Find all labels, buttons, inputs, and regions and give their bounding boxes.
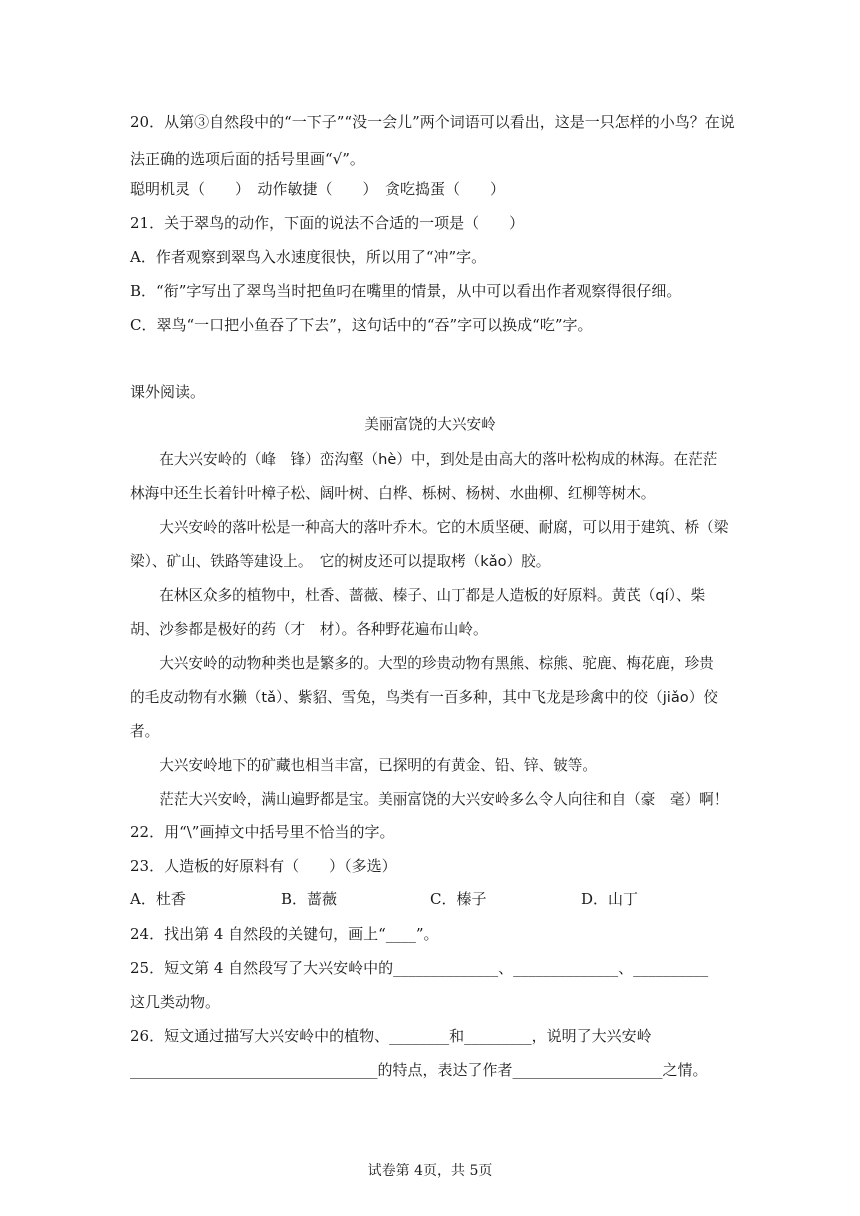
question-20-line2: 法正确的选项后面的括号里画“√”。 xyxy=(130,150,365,168)
passage-line: 在林区众多的植物中，杜香、蔷薇、榛子、山丁都是人造板的好原料。黄芪（qí）、柴 xyxy=(130,587,706,604)
passage-line: 茫茫大兴安岭，满山遍野都是宝。美丽富饶的大兴安岭多么令人向往和自（豪 毫）啊！ xyxy=(130,791,729,808)
passage-line: 大兴安岭地下的矿藏也相当丰富，已探明的有黄金、铅、锌、铍等。 xyxy=(130,757,598,774)
question-25-line2: 这几类动物。 xyxy=(130,993,221,1011)
question-23-option-c: C．榛子 xyxy=(430,890,487,908)
question-21-option-a: A．作者观察到翠鸟入水速度很快，所以用了“冲”字。 xyxy=(130,248,487,266)
question-23-option-a: A．杜香 xyxy=(130,890,186,908)
question-26-line1: 26．短文通过描写大兴安岭中的植物、________和_________，说明了大兴安岭 xyxy=(130,1027,652,1045)
question-21-option-b: B．“衔”字写出了翠鸟当时把鱼叼在嘴里的情景，从中可以看出作者观察得很仔细。 xyxy=(130,282,682,300)
passage-line: 林海中还生长着针叶樟子松、阔叶树、白桦、栎树、杨树、水曲柳、红柳等树木。 xyxy=(130,485,656,502)
question-25-line1: 25．短文第 4 自然段写了大兴安岭中的______________、______________、__________ xyxy=(130,959,709,977)
reading-title: 美丽富饶的大兴安岭 xyxy=(364,416,496,433)
question-23-option-b: B．蔷薇 xyxy=(281,890,338,908)
question-20-line1: 20．从第③自然段中的“一下子”“没一会儿”两个词语可以看出，这是一只怎样的小鸟？在说 xyxy=(130,113,735,131)
section-label: 课外阅读。 xyxy=(130,383,206,401)
passage-line: 梁）、矿山、铁路等建设上。 它的树皮还可以提取栲（kǎo）胶。 xyxy=(130,553,551,570)
question-21-option-c: C．翠鸟“一口把小鱼吞了下去”，这句话中的“吞”字可以换成“吃”字。 xyxy=(130,316,593,334)
question-22: 22．用“\”画掉文中括号里不恰当的字。 xyxy=(130,823,395,841)
page-footer: 试卷第 4页，共 5页 xyxy=(367,1163,493,1179)
question-23-option-d: D．山丁 xyxy=(581,890,639,908)
passage-line: 者。 xyxy=(130,723,160,740)
question-24: 24．找出第 4 自然段的关键句，画上“____”。 xyxy=(130,925,439,943)
passage-line: 胡、沙参都是极好的药（才 材）。各种野花遍布山岭。 xyxy=(130,621,488,638)
question-21-stem: 21．关于翠鸟的动作，下面的说法不合适的一项是（ ） xyxy=(130,214,525,232)
passage-line: 在大兴安岭的（峰 锋）峦沟壑（hè）中，到处是由高大的落叶松构成的林海。在茫茫 xyxy=(130,451,718,468)
question-20-options: 聪明机灵（ ） 动作敏捷（ ） 贪吃捣蛋（ ） xyxy=(130,180,506,198)
passage-line: 的毛皮动物有水獭（tǎ）、紫貂、雪兔，鸟类有一百多种，其中飞龙是珍禽中的佼（jiǎo）佼 xyxy=(130,689,718,706)
passage-line: 大兴安岭的落叶松是一种高大的落叶乔木。它的木质坚硬、耐腐，可以用于建筑、桥（梁 xyxy=(130,519,729,536)
passage-line: 大兴安岭的动物种类也是繁多的。大型的珍贵动物有黑熊、棕熊、驼鹿、梅花鹿，珍贵 xyxy=(130,655,714,672)
question-23-stem: 23．人造板的好原料有（ ）（多选） xyxy=(130,857,397,875)
question-26-line2: _________________________________的特点，表达了作者____________________之情。 xyxy=(130,1061,708,1079)
